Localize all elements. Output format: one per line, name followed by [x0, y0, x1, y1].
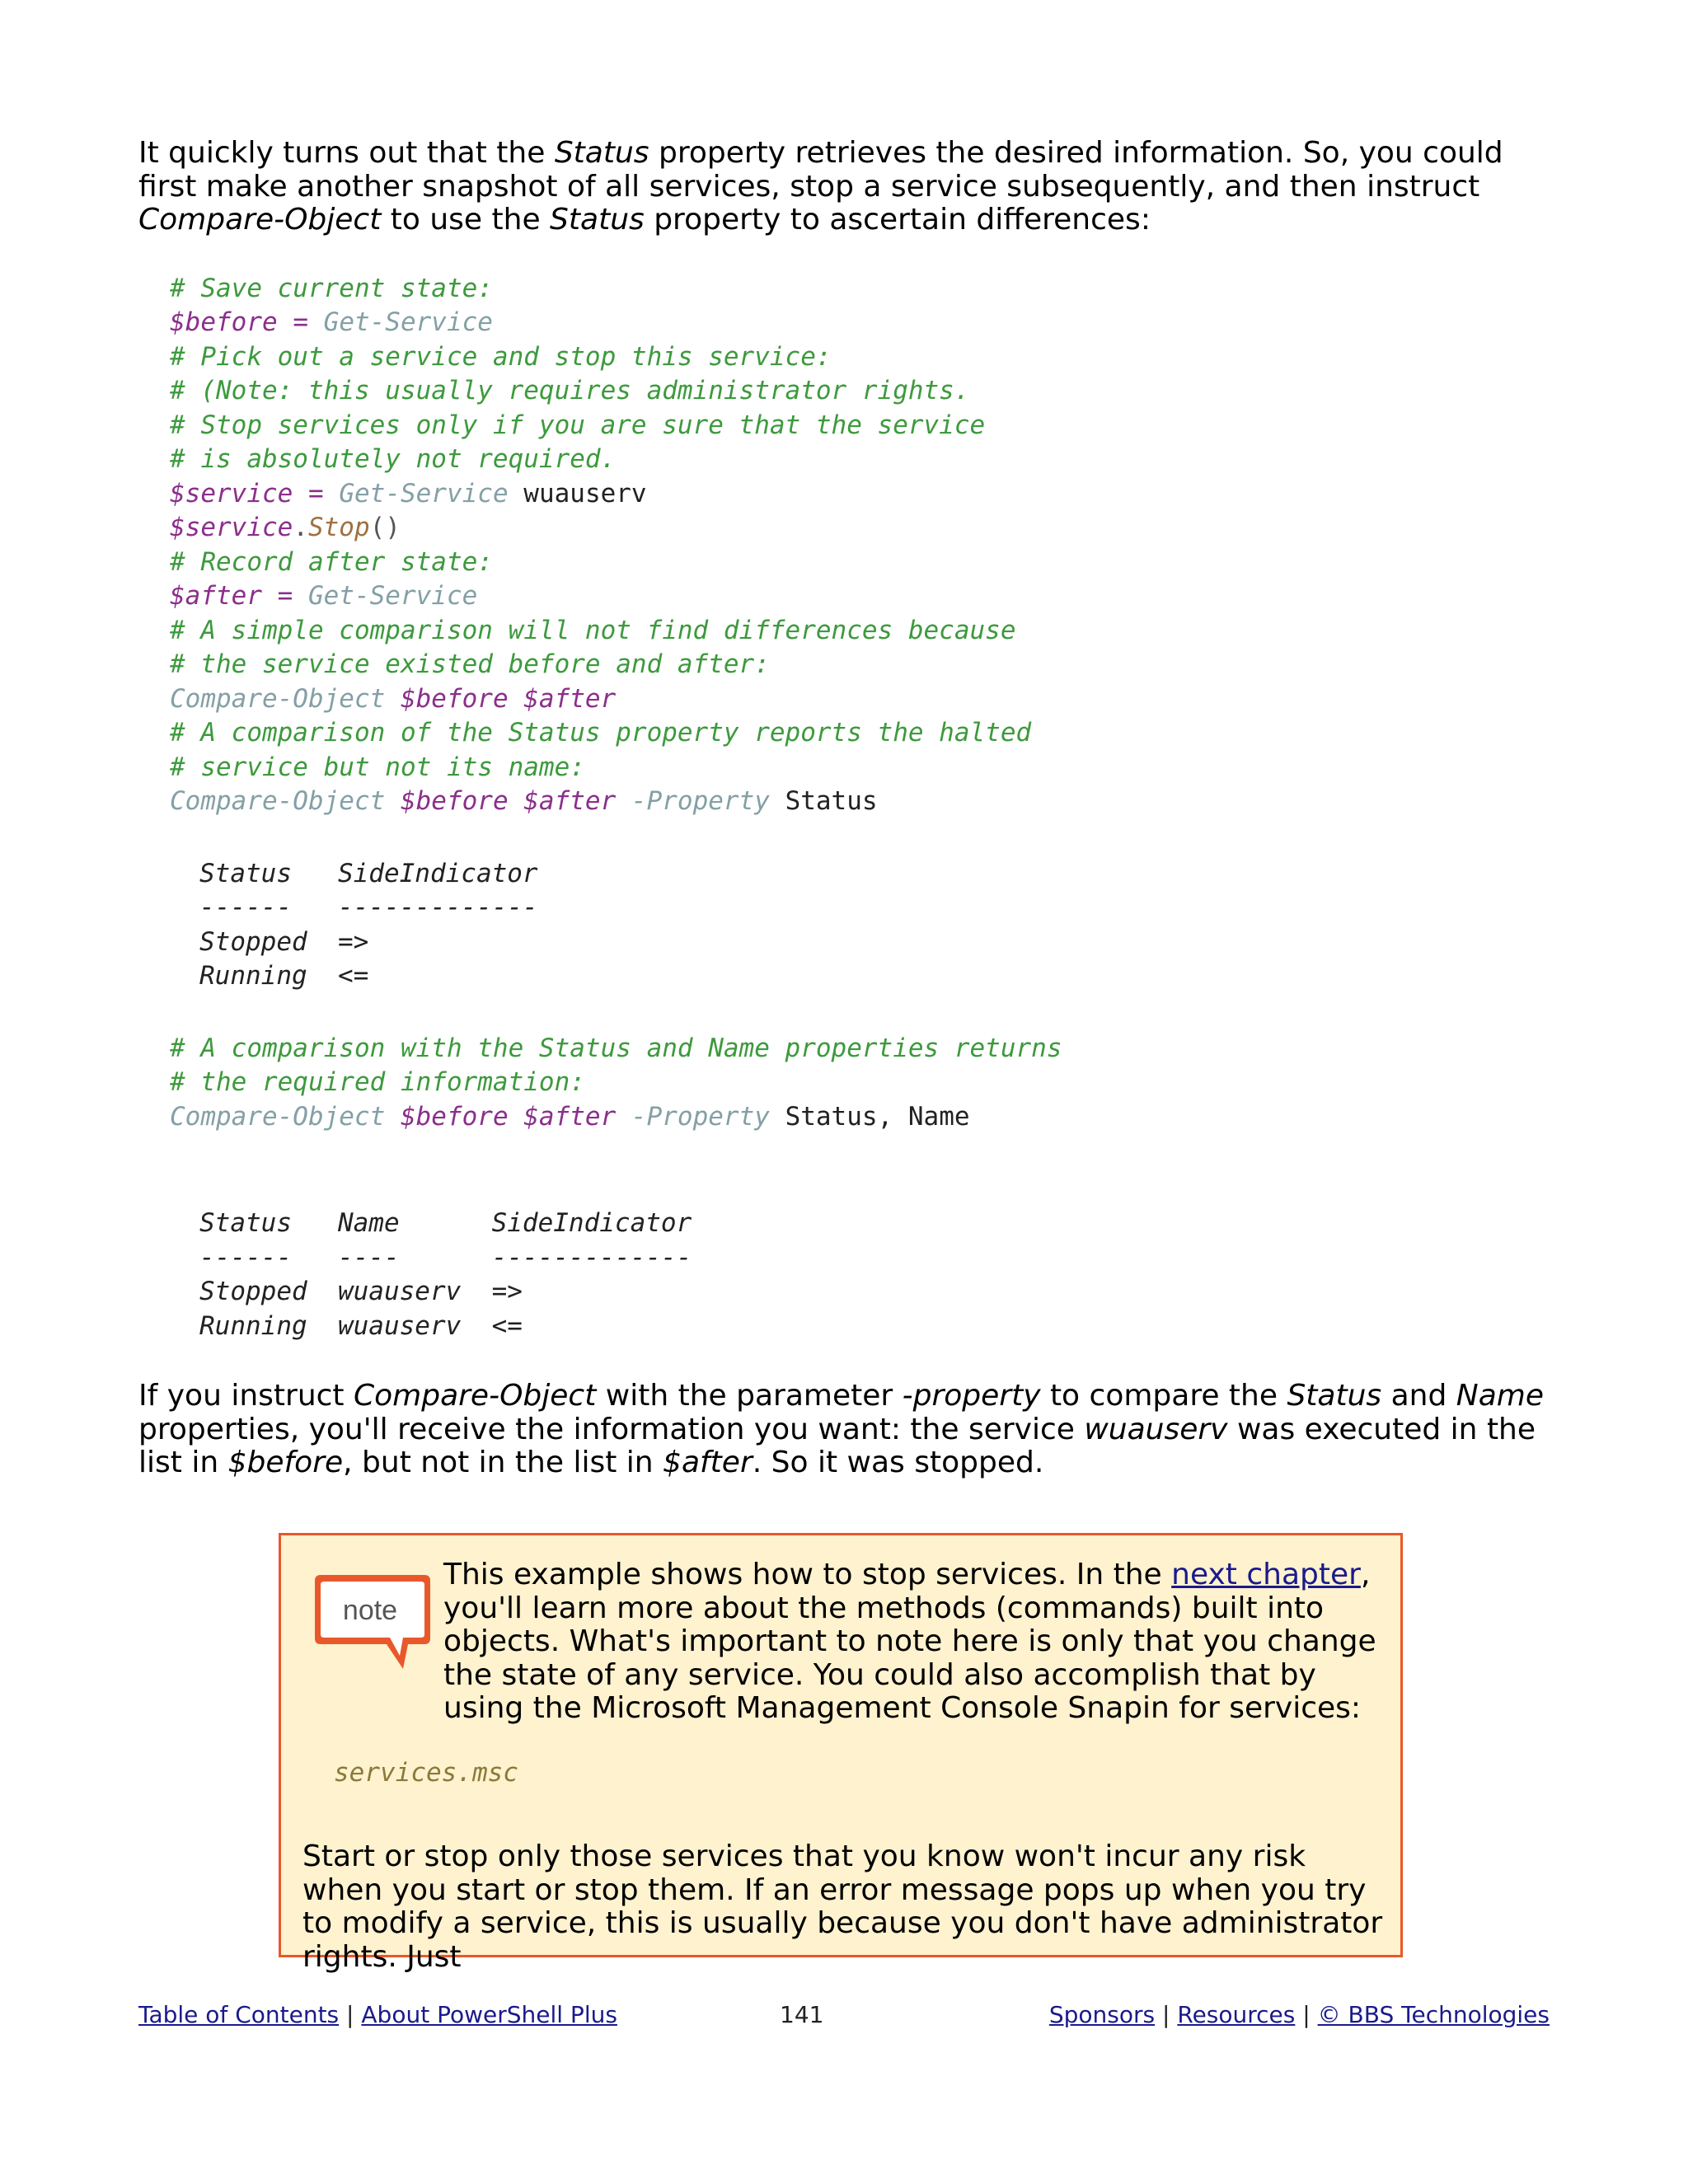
resources-link[interactable]: Resources [1177, 2001, 1296, 2028]
page-number: 141 [780, 2001, 824, 2028]
footer-separator: | [346, 2001, 354, 2028]
code-block-1: # Save current state: $before = Get-Service # Pick out a service and stop this service: # (Note: this usually requires administrator rights. # Stop services only if you are sure that the service # is absolutely not required. $service = Get-Service wuauserv $service.Stop() # Record after state: $after = Get-Service # A simple comparison will not find differences because # the service existed before and after: Compare-Object $before $after # A comparison of the Status property reports the halted # service but not its name: Compare-Object $before $after -Property Status [170, 273, 1032, 816]
copyright-link[interactable]: © BBS Technologies [1317, 2001, 1550, 2028]
output-table-1: Status SideIndicator ------ ------------- Stopped => Running <= [199, 858, 538, 991]
note-icon-label: note [342, 1595, 398, 1626]
note-code: services.msc [334, 1758, 518, 1788]
note-text: This example shows how to stop services. In the next chapter, you'll learn more about the methods (commands) built into objects. What's important to note here is only that you change the state of any service. You could also accomplish that by using the Microsoft Management Console Snapin for services: [443, 1558, 1376, 1725]
about-powershell-plus-link[interactable]: About PowerShell Plus [361, 2001, 617, 2028]
output-table-2: Status Name SideIndicator ------ ---- ------------- Stopped wuauserv => Running wuauserv <= [199, 1208, 692, 1341]
summary-paragraph: If you instruct Compare-Object with the parameter -property to compare the Status and Name properties, you'll receive the information you want: the service wuauserv was executed in the list in $before, but not in the list in $after. So it was stopped. [138, 1379, 1545, 1479]
sponsors-link[interactable]: Sponsors [1048, 2001, 1156, 2028]
footer-separator: | [1302, 2001, 1311, 2028]
note-icon [311, 1568, 434, 1671]
next-chapter-link[interactable]: next chapter [1171, 1558, 1361, 1591]
page-footer [138, 2001, 1550, 2034]
code-block-2: # A comparison with the Status and Name properties returns # the required information: Compare-Object $before $after -Property Status, Name [170, 1033, 1062, 1132]
footer-separator: | [1162, 2001, 1170, 2028]
intro-paragraph: It quickly turns out that the Status property retrieves the desired information. So, you could first make another snapshot of all services, stop a service subsequently, and then instruct Compare-Object to use the Status property to ascertain differences: [138, 136, 1503, 237]
note-box [279, 1533, 1403, 1974]
note-warning-text: Start or stop only those services that you know won't incur any risk when you start or stop them. If an error message pops up when you try to modify a service, this is usually because you don't have administrator rights. Just [302, 1840, 1383, 1974]
table-of-contents-link[interactable]: Table of Contents [138, 2001, 340, 2028]
page-content [138, 137, 1550, 1480]
